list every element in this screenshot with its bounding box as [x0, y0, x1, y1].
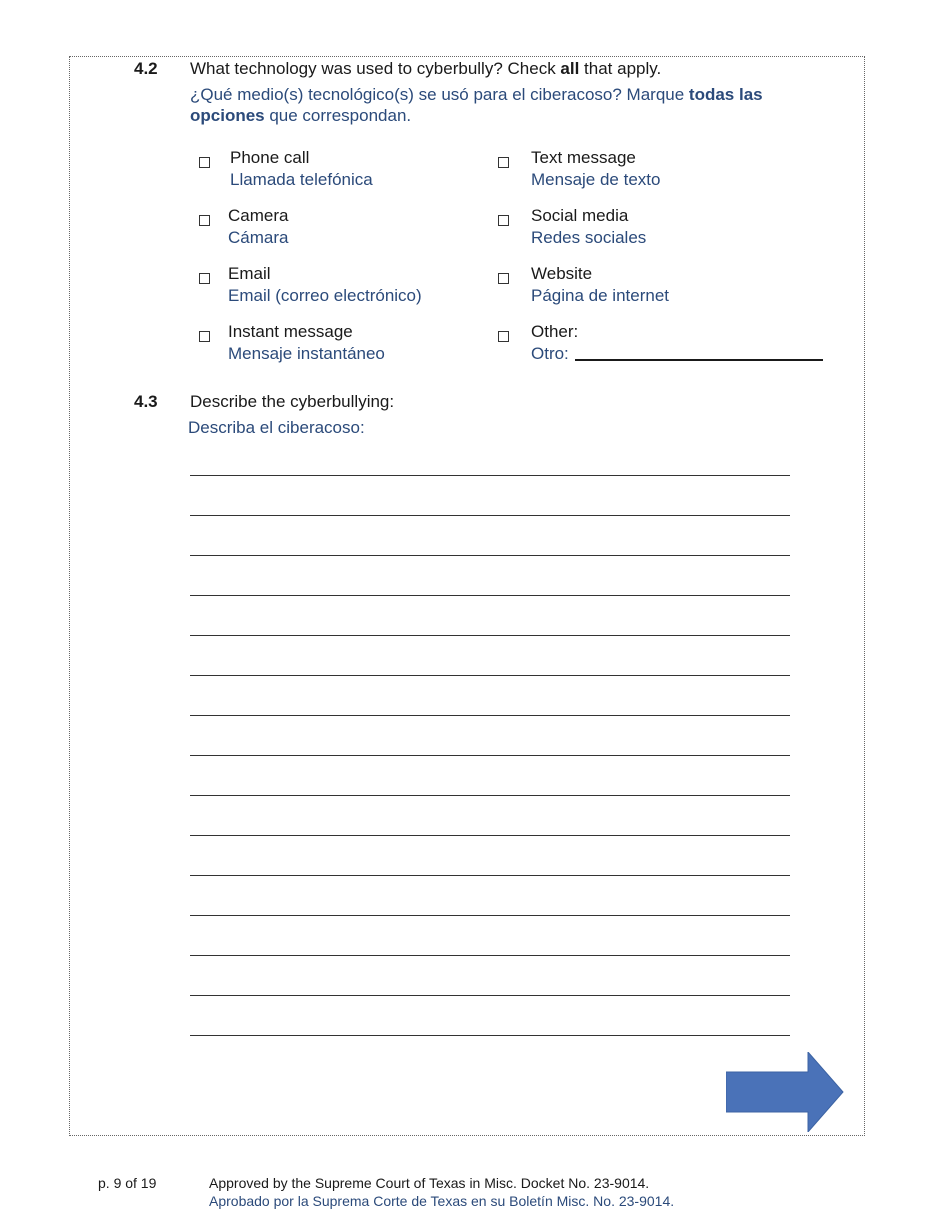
writing-line[interactable]: [190, 515, 790, 516]
writing-line[interactable]: [190, 995, 790, 996]
other-write-in-field[interactable]: [575, 344, 823, 361]
form-frame: [69, 56, 865, 1136]
option-email-label-es: Email (correo electrónico): [228, 286, 422, 305]
option-phone-call-label-es: Llamada telefónica: [230, 170, 373, 189]
writing-line[interactable]: [190, 915, 790, 916]
question-4-3-spanish: Describa el ciberacoso:: [188, 418, 365, 437]
option-other-label: Other:: [531, 322, 579, 341]
option-website-label-es: Página de internet: [531, 286, 669, 305]
writing-line[interactable]: [190, 835, 790, 836]
writing-line[interactable]: [190, 875, 790, 876]
question-4-3-english: Describe the cyberbullying:: [190, 392, 395, 411]
writing-line[interactable]: [190, 715, 790, 716]
question-4-2-spanish-line1: ¿Qué medio(s) tecnológico(s) se usó para el ciberacoso? Marque todas las: [190, 85, 763, 104]
question-number-4-3: 4.3: [134, 392, 158, 411]
option-email-label: Email: [228, 264, 271, 283]
option-text-message-label-es: Mensaje de texto: [531, 170, 661, 189]
writing-line[interactable]: [190, 675, 790, 676]
checkbox-camera[interactable]: [199, 215, 210, 226]
footer-approval-spanish: Aprobado por la Suprema Corte de Texas en su Boletín Misc. No. 23-9014.: [209, 1193, 675, 1209]
option-camera-label: Camera: [228, 206, 289, 225]
option-instant-message-label-es: Mensaje instantáneo: [228, 344, 385, 363]
writing-line[interactable]: [190, 555, 790, 556]
writing-line[interactable]: [190, 955, 790, 956]
page-number: p. 9 of 19: [98, 1175, 157, 1191]
next-page-arrow-icon[interactable]: [726, 1052, 844, 1132]
footer-approval-english: Approved by the Supreme Court of Texas in Misc. Docket No. 23-9014.: [209, 1175, 650, 1191]
writing-line[interactable]: [190, 635, 790, 636]
writing-line[interactable]: [190, 1035, 790, 1036]
writing-line[interactable]: [190, 475, 790, 476]
checkbox-website[interactable]: [498, 273, 509, 284]
option-social-media-label-es: Redes sociales: [531, 228, 647, 247]
option-website-label: Website: [531, 264, 593, 283]
option-camera-label-es: Cámara: [228, 228, 289, 247]
option-text-message-label: Text message: [531, 148, 636, 167]
option-phone-call-label: Phone call: [230, 148, 310, 167]
question-4-2-spanish-line2: opciones que correspondan.: [190, 106, 412, 125]
question-4-2-english: What technology was used to cyberbully? Check all that apply.: [190, 59, 662, 78]
checkbox-text-message[interactable]: [498, 157, 509, 168]
checkbox-phone-call[interactable]: [199, 157, 210, 168]
option-instant-message-label: Instant message: [228, 322, 353, 341]
checkbox-other[interactable]: [498, 331, 509, 342]
option-other-label-es: Otro:: [531, 344, 823, 364]
checkbox-instant-message[interactable]: [199, 331, 210, 342]
option-social-media-label: Social media: [531, 206, 629, 225]
checkbox-email[interactable]: [199, 273, 210, 284]
checkbox-social-media[interactable]: [498, 215, 509, 226]
writing-line[interactable]: [190, 595, 790, 596]
question-number-4-2: 4.2: [134, 59, 158, 78]
writing-line[interactable]: [190, 755, 790, 756]
writing-line[interactable]: [190, 795, 790, 796]
